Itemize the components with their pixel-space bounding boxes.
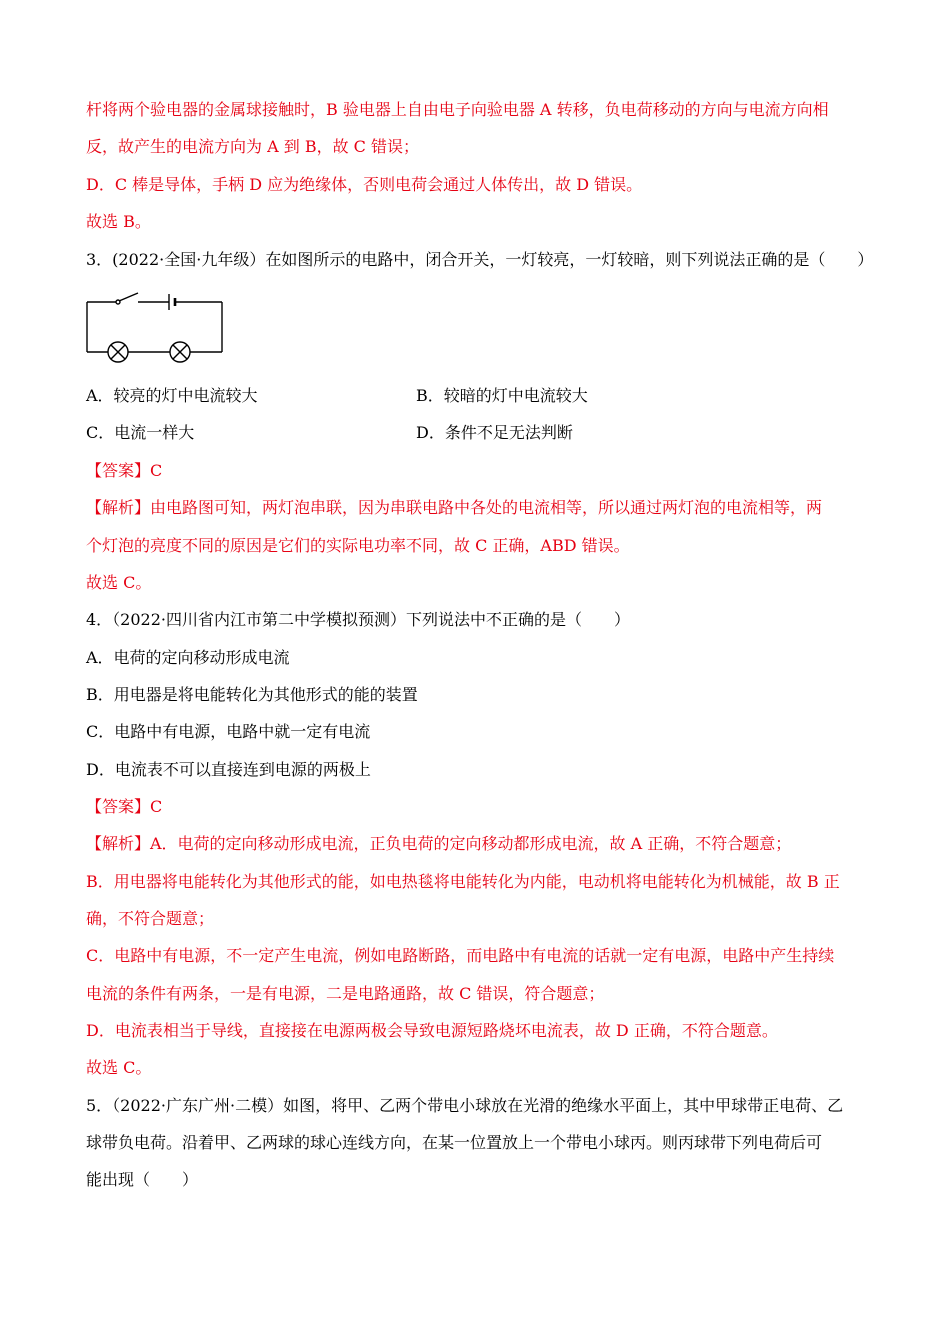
q5-stem-line: 5．（2022·广东广州·二模）如图，将甲、乙两个带电小球放在光滑的绝缘水平面上，其中甲球带正电荷、乙 bbox=[86, 1096, 844, 1115]
q4-option-a: A．电荷的定向移动形成电流 bbox=[86, 648, 290, 667]
lamp-icon bbox=[108, 342, 128, 362]
q3-option-d: D．条件不足无法判断 bbox=[416, 423, 573, 442]
q4-analysis-line: 电流的条件有两条，一是有电源，二是电路通路，故 C 错误，符合题意； bbox=[86, 984, 605, 1003]
q3-option-c: C．电流一样大 bbox=[86, 423, 195, 442]
q2-analysis-line: D．C 棒是导体，手柄 D 应为绝缘体，否则电荷会通过人体传出，故 D 错误。 bbox=[86, 175, 643, 194]
q2-analysis-line: 反，故产生的电流方向为 A 到 B，故 C 错误； bbox=[86, 137, 419, 156]
q4-analysis-line: 【解析】A．电荷的定向移动形成电流，正负电荷的定向移动都形成电流，故 A 正确，不符合题意； bbox=[86, 834, 792, 853]
q4-analysis-line: C．电路中有电源，不一定产生电流，例如电路断路，而电路中有电流的话就一定有电源，电路中产生持续 bbox=[86, 946, 835, 965]
q3-option-a: A．较亮的灯中电流较大 bbox=[86, 386, 258, 405]
q5-stem-line: 球带负电荷。沿着甲、乙两球的球心连线方向，在某一位置放上一个带电小球丙。则丙球带下列电荷后可 bbox=[86, 1133, 823, 1152]
q4-conclusion: 故选 C。 bbox=[86, 1058, 152, 1077]
q4-option-b: B．用电器是将电能转化为其他形式的能的装置 bbox=[86, 685, 418, 704]
q3-conclusion: 故选 C。 bbox=[86, 573, 152, 592]
q4-analysis-line: D．电流表相当于导线，直接接在电源两极会导致电源短路烧坏电流表，故 D 正确，不符合题意。 bbox=[86, 1021, 778, 1040]
q3-answer: 【答案】C bbox=[86, 461, 163, 480]
lamp-icon bbox=[170, 342, 190, 362]
q4-option-d: D．电流表不可以直接连到电源的两极上 bbox=[86, 760, 371, 779]
q3-analysis-line: 【解析】由电路图可知，两灯泡串联，因为串联电路中各处的电流相等，所以通过两灯泡的电流相等，两 bbox=[86, 498, 823, 517]
q4-answer: 【答案】C bbox=[86, 797, 163, 816]
q4-analysis-line: B．用电器将电能转化为其他形式的能，如电热毯将电能转化为内能，电动机将电能转化为机械能，故 B 正 bbox=[86, 872, 840, 891]
q4-stem: 4．（2022·四川省内江市第二中学模拟预测）下列说法中不正确的是（ ） bbox=[86, 610, 630, 629]
q2-conclusion: 故选 B。 bbox=[86, 212, 151, 231]
q4-analysis-line: 确，不符合题意； bbox=[86, 909, 215, 928]
q4-option-c: C．电路中有电源，电路中就一定有电流 bbox=[86, 722, 371, 741]
q5-stem-line: 能出现（ ） bbox=[86, 1170, 199, 1189]
q2-analysis-line: 杆将两个验电器的金属球接触时，B 验电器上自由电子向验电器 A 转移，负电荷移动的方向与电流方向相 bbox=[86, 100, 829, 119]
q3-option-b: B．较暗的灯中电流较大 bbox=[416, 386, 588, 405]
q3-analysis-line: 个灯泡的亮度不同的原因是它们的实际电功率不同，故 C 正确，ABD 错误。 bbox=[86, 536, 630, 555]
q3-stem: 3．(2022·全国·九年级）在如图所示的电路中，闭合开关，一灯较亮，一灯较暗，则下列说法正确的是（ ） bbox=[86, 250, 874, 269]
series-circuit-diagram bbox=[86, 290, 226, 365]
